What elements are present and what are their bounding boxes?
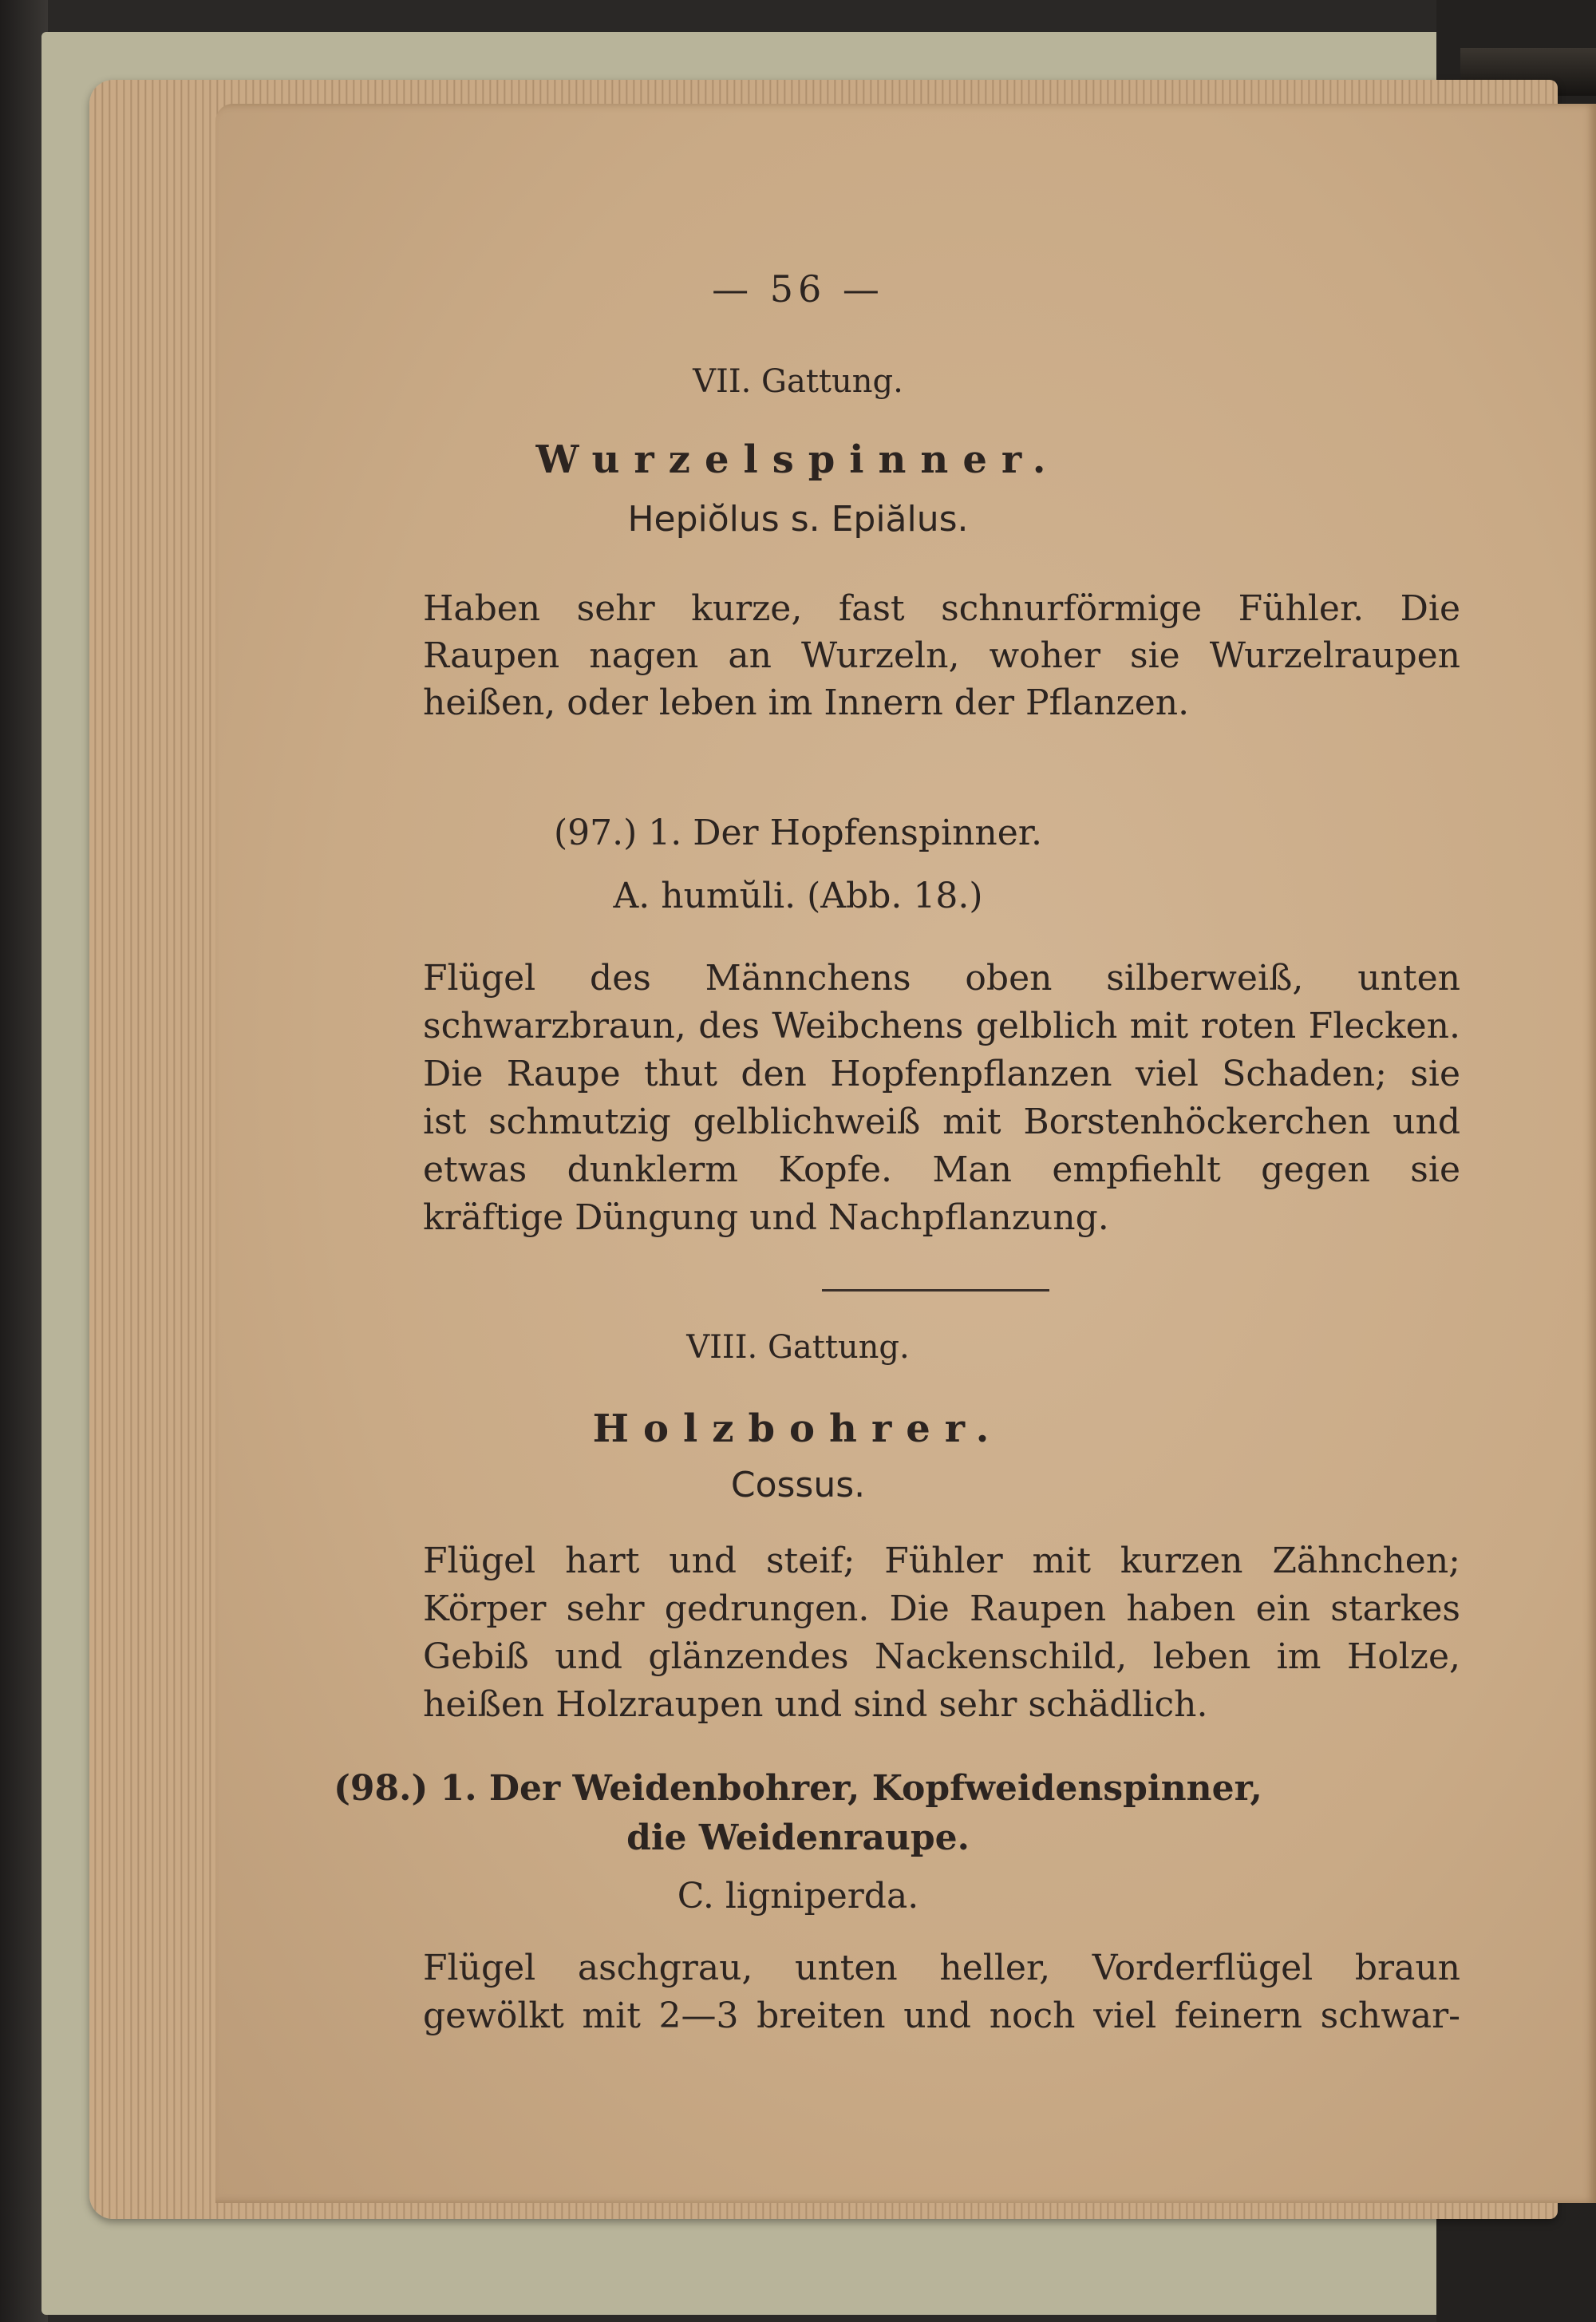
- genus-description-line: Gebiß und glänzendes Nackenschild, leben im Holze,: [423, 1636, 1460, 1677]
- genus-name-german: Holzbohrer.: [592, 1406, 1004, 1451]
- species-heading-continued: die Weidenraupe.: [626, 1818, 970, 1858]
- species-latin-name: A. humŭli. (Abb. 18.): [613, 876, 983, 916]
- species-description-line: Die Raupe thut den Hopfenpflanzen viel Schaden; sie: [423, 1054, 1460, 1094]
- genus-description-line: heißen Holzraupen und sind sehr schädlich.: [423, 1684, 1208, 1725]
- section-gattung-vii: VII. Gattung.: [693, 363, 903, 400]
- species-description-line: ist schmutzig gelblichweiß mit Borstenhöckerchen und: [423, 1102, 1460, 1142]
- genus-name-latin: Hepiŏlus s. Epiălus.: [627, 499, 969, 540]
- genus-description-line: Haben sehr kurze, fast schnurförmige Fühler. Die: [423, 588, 1460, 629]
- section-gattung-viii: VIII. Gattung.: [686, 1329, 910, 1366]
- genus-description-line: heißen, oder leben im Innern der Pflanzen.: [423, 682, 1190, 723]
- backdrop: [0, 0, 48, 2322]
- species-description-line: Flügel des Männchens oben silberweiß, unten: [423, 958, 1460, 999]
- genus-name-latin: Cossus.: [730, 1465, 866, 1505]
- species-description-line: Flügel aschgrau, unten heller, Vorderflügel braun: [423, 1948, 1460, 1988]
- genus-description-line: Raupen nagen an Wurzeln, woher sie Wurzelraupen: [423, 635, 1460, 676]
- species-description-line: schwarzbraun, des Weibchens gelblich mit roten Flecken.: [423, 1006, 1460, 1046]
- genus-description-line: Körper sehr gedrungen. Die Raupen haben ein starkes: [423, 1588, 1460, 1629]
- species-description-line: etwas dunklerm Kopfe. Man empfiehlt gegen sie: [423, 1149, 1460, 1190]
- genus-name-german: Wurzelspinner.: [535, 437, 1061, 482]
- species-description-line: gewölkt mit 2—3 breiten und noch viel feinern schwar-: [423, 1996, 1460, 2036]
- genus-description-line: Flügel hart und steif; Fühler mit kurzen Zähnchen;: [423, 1541, 1460, 1581]
- species-heading: (97.) 1. Der Hopfenspinner.: [553, 813, 1042, 853]
- page-number: — 56 —: [712, 267, 884, 311]
- species-description-line: kräftige Düngung und Nachpflanzung.: [423, 1197, 1109, 1238]
- section-divider: [822, 1289, 1049, 1292]
- species-heading: (98.) 1. Der Weidenbohrer, Kopfweidenspinner,: [334, 1768, 1262, 1809]
- species-latin-name: C. ligniperda.: [677, 1876, 919, 1917]
